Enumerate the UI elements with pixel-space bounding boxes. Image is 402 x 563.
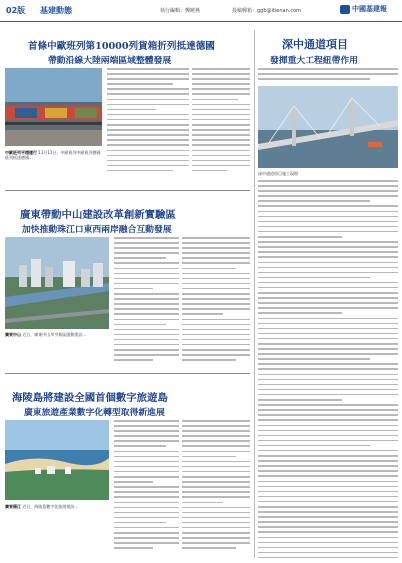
logo-mark-icon: [340, 5, 350, 14]
story4-caption-lead: 廣東陽江: [5, 504, 21, 509]
logo-text: 中國基建報: [352, 5, 387, 13]
story2-caption: 深中通道項目施工現場: [258, 171, 298, 176]
story1-body-col-b: [192, 68, 250, 178]
divider-story1: [5, 190, 250, 191]
story2-title: 深中通道項目: [282, 38, 348, 51]
editor-credit: 執行編輯：龔曉燕: [160, 8, 201, 14]
story2-body: [258, 180, 398, 558]
story4-caption-text: 近日，海陵島數字化旅遊建設...: [22, 504, 79, 509]
story1-body-col-a: [107, 68, 189, 178]
story2-subtitle: 發揮重大工程紐帶作用: [270, 56, 358, 66]
story3-photo: [5, 237, 109, 329]
story4-subtitle: 廣東旅遊產業數字化轉型取得新進展: [24, 408, 165, 418]
story3-body-col-a: [114, 237, 179, 367]
story3-subtitle: 加快推動珠江口東西兩岸融合互動發展: [22, 225, 172, 235]
story3-body-col-b: [182, 237, 250, 367]
column-name: 基建動態: [40, 6, 72, 15]
story3-caption-lead: 廣東中山: [5, 332, 21, 337]
divider-story3: [5, 373, 250, 374]
page-header: [0, 0, 402, 22]
story4-photo: [5, 420, 109, 500]
train-photo-image: [5, 68, 102, 146]
story3-title: 廣東帶動中山建設改革創新實驗區: [20, 209, 176, 221]
story1-subtitle: 帶動沿線大陸兩端區域整體發展: [48, 56, 172, 66]
newspaper-logo: [340, 4, 387, 14]
story2-photo: [258, 86, 398, 168]
story1-photo: [5, 68, 102, 146]
story2-intro: [258, 68, 398, 84]
page-number: 02版: [6, 6, 26, 15]
story3-caption-text: 近日，廣東中山翠亨新區啟動建設...: [22, 332, 87, 337]
island-coast-photo-image: [5, 420, 109, 500]
column-divider: [254, 30, 255, 558]
story1-caption-lead: 中歐班列平穩運行: [5, 150, 37, 155]
story4-body-col-a: [114, 420, 179, 558]
bridge-construction-photo-image: [258, 86, 398, 168]
aerial-city-photo-image: [5, 237, 109, 329]
story1-caption: [5, 150, 102, 182]
story3-caption: [5, 332, 109, 368]
story4-body-col-b: [182, 420, 250, 558]
story1-title: 首條中歐班列第10000列貨箱折列抵達德國: [28, 41, 215, 52]
story4-title: 海陵島將建設全國首個數字旅遊島: [12, 392, 168, 404]
submission-email[interactable]: 投稿郵箱：ggb@itienan.com: [232, 8, 302, 14]
story1-caption-text: 11月11日，中歐班列中歐班列德國班列抵達德國...: [5, 150, 101, 161]
story4-caption: [5, 504, 109, 544]
